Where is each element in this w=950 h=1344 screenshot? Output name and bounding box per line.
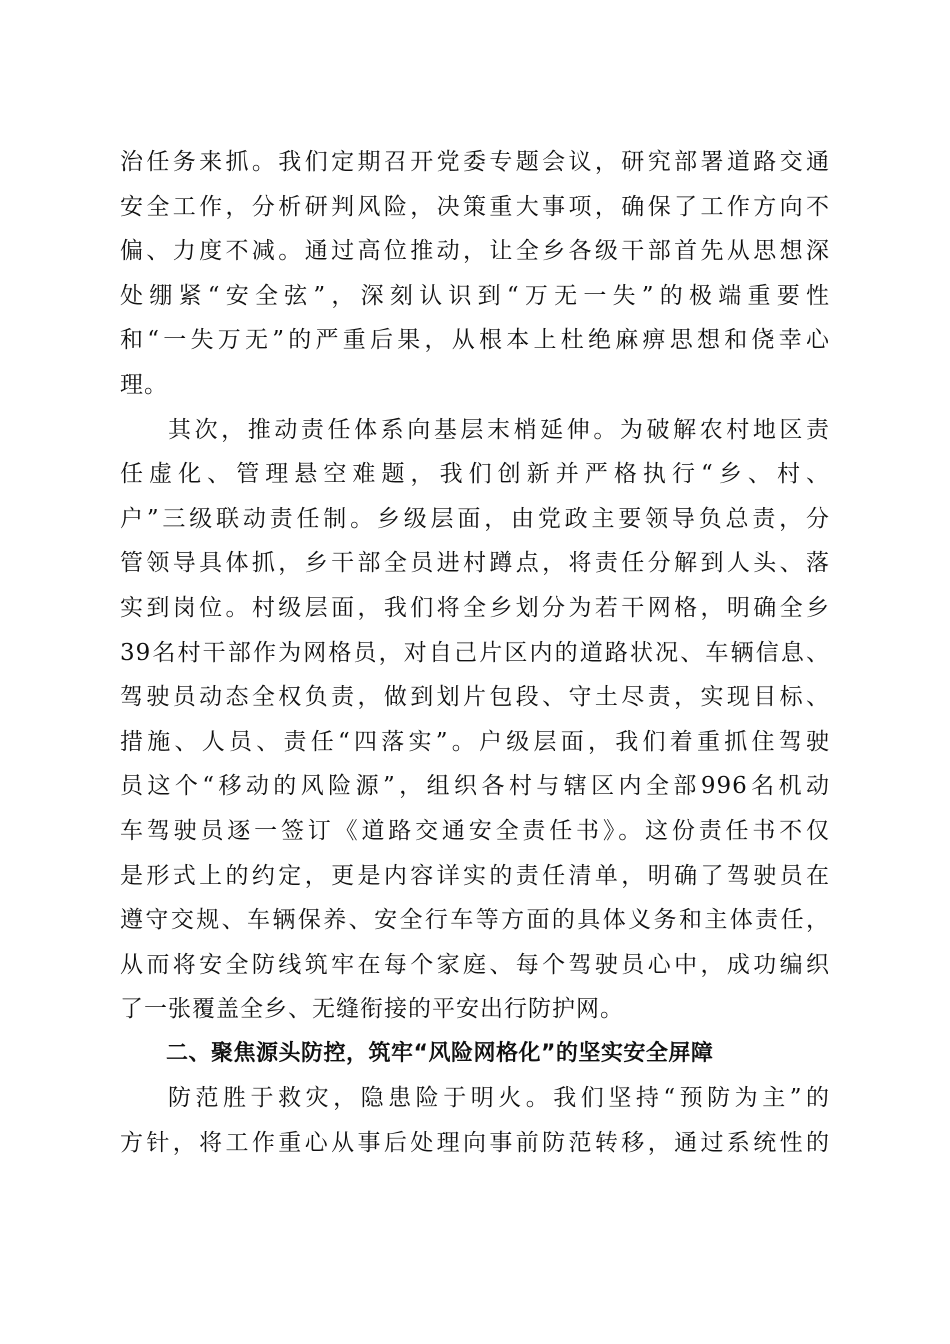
- text-line: 从而将安全防线筑牢在每个家庭、每个驾驶员心中，成功编织: [120, 951, 830, 978]
- text-line: 员这个“移动的风险源”，组织各村与辖区内全部996名机动: [120, 773, 830, 800]
- text-line: 方针，将工作重心从事后处理向事前防范转移，通过系统性的: [120, 1130, 830, 1157]
- text-line: 治任务来抓。我们定期召开党委专题会议，研究部署道路交通: [120, 149, 830, 175]
- paragraph-2: [120, 408, 830, 1032]
- text-line: 其次，推动责任体系向基层末梢延伸。为破解农村地区责: [168, 416, 830, 443]
- text-line: 是形式上的约定，更是内容详实的责任清单，明确了驾驶员在: [120, 862, 830, 889]
- section-heading: 二、聚焦源头防控，筑牢“风险网格化”的坚实安全屏障: [166, 1040, 714, 1066]
- paragraph-3: [120, 1076, 830, 1165]
- text-line: 遵守交规、车辆保养、安全行车等方面的具体义务和主体责任，: [120, 907, 830, 934]
- paragraph-1: [120, 140, 830, 408]
- document-page: [120, 140, 830, 1166]
- text-line: 偏、力度不减。通过高位推动，让全乡各级干部首先从思想深: [120, 238, 830, 265]
- text-line: 了一张覆盖全乡、无缝衔接的平安出行防护网。: [120, 996, 624, 1023]
- text-line: 39名村干部作为网格员，对自己片区内的道路状况、车辆信息、: [120, 639, 830, 666]
- text-line: 车驾驶员逐一签订《道路交通安全责任书》。这份责任书不仅: [120, 817, 830, 844]
- text-line: 理。: [120, 371, 168, 398]
- text-line: 任虚化、管理悬空难题，我们创新并严格执行“乡、村、: [120, 461, 830, 488]
- text-line: 和“一失万无”的严重后果，从根本上杜绝麻痹思想和侥幸心: [120, 327, 830, 354]
- text-line: 户”三级联动责任制。乡级层面，由党政主要领导负总责，分: [120, 505, 830, 532]
- text-line: 措施、人员、责任“四落实”。户级层面，我们着重抓住驾驶: [120, 728, 830, 755]
- text-line: 驾驶员动态全权负责，做到划片包段、守土尽责，实现目标、: [120, 684, 830, 711]
- text-line: 实到岗位。村级层面，我们将全乡划分为若干网格，明确全乡: [120, 594, 830, 621]
- text-line: 安全工作，分析研判风险，决策重大事项，确保了工作方向不: [120, 193, 830, 220]
- text-line: 管领导具体抓，乡干部全员进村蹲点，将责任分解到人头、落: [120, 550, 830, 577]
- text-line: 处绷紧“安全弦”，深刻认识到“万无一失”的极端重要性: [120, 282, 830, 309]
- text-line: 防范胜于救灾，隐患险于明火。我们坚持“预防为主”的: [168, 1085, 830, 1112]
